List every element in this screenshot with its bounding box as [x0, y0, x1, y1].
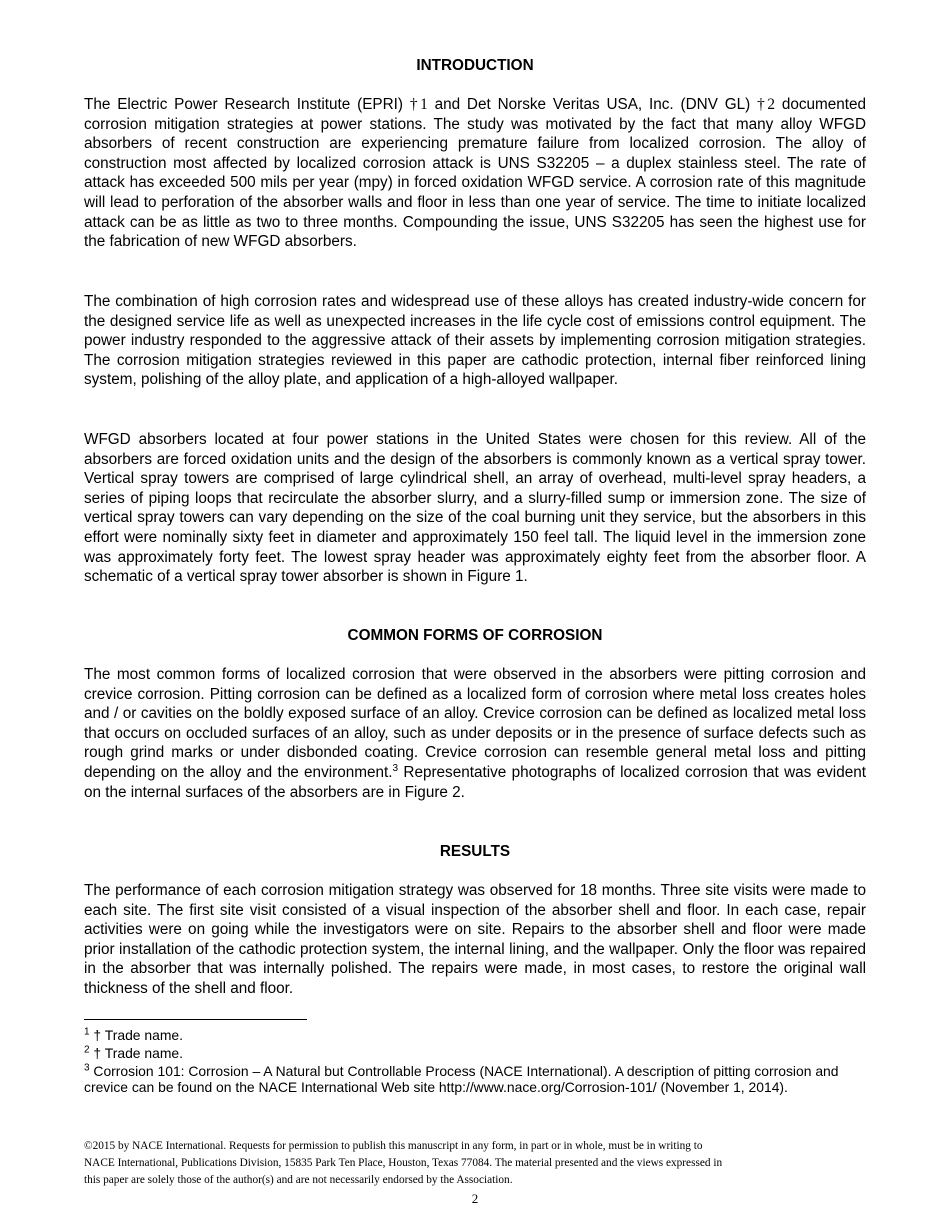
copyright-line-2: NACE International, Publications Division, 15835 Park Ten Place, Houston, Texas 77084. The material presented and the views expressed in: [84, 1157, 723, 1169]
common-forms-paragraph: The most common forms of localized corrosion that were observed in the absorbers were pitting corrosion and crevice corrosion. Pitting corrosion can be defined as a localized form of corrosion where metal loss creates holes and / or cavities on the boldly exposed surface of an alloy. Crevice corrosion can be defined as localized metal loss that occurs on occluded surfaces of an alloy, such as under deposits or in the presence of surface defects such as rough grind marks or under disbonded coating. Crevice corrosion can resemble general metal loss and pitting depending on the alloy and the environment.$^3$ Representative photographs of localized corrosion that was evident on the internal surfaces of the absorbers are in Figure 2.: [84, 666, 866, 801]
footnote-divider: [84, 1019, 307, 1020]
page-number: 2: [471, 1191, 479, 1206]
heading-results: RESULTS: [439, 843, 511, 860]
dagger-footnote-ref-2: †2: [757, 96, 775, 113]
footnote-1: $^1$ † Trade name.: [84, 1026, 183, 1043]
heading-common-forms: COMMON FORMS OF CORROSION: [347, 627, 603, 644]
footnote-2: $^2$ † Trade name.: [84, 1044, 183, 1061]
dagger-footnote-ref-1: †1: [409, 96, 428, 113]
heading-introduction: INTRODUCTION: [416, 57, 534, 74]
results-paragraph: The performance of each corrosion mitigation strategy was observed for 18 months. Three site visits were made to each site. The first site visit consisted of a visual inspection of the absorber shell and floor. In each case, repair activities were on going while the investigators were on site. Repairs to the absorber shell and floor were made prior installation of the cathodic protection system, the internal lining, and the wallpaper. Only the floor was repaired in the absorber that was internally polished. The repairs were made, in most cases, to restore the original wall thickness of the shell and floor.: [84, 882, 866, 997]
intro-paragraph-3: WFGD absorbers located at four power stations in the United States were chosen for this review. All of the absorbers are forced oxidation units and the design of the absorbers is commonly known as a vertical spray tower. Vertical spray towers are comprised of large cylindrical shell, an array of overhead, multi-level spray headers, a series of piping loops that recirculate the absorber slurry, and a slurry-filled sump or immersion zone. The size of vertical spray towers can vary depending on the size of the coal burning unit they service, but the absorbers in this effort were nominally sixty feet in diameter and approximately 150 feel tall. The liquid level in the immersion zone was approximately forty feet. The lowest spray header was approximately eighty feet from the absorber floor. A schematic of a vertical spray tower absorber is shown in Figure 1.: [84, 431, 866, 586]
copyright-line-1: ©2015 by NACE International. Requests for permission to publish this manuscript in any form, in part or in whole, must be in writing to: [84, 1140, 703, 1152]
intro-paragraph-1: The Electric Power Research Institute (EPRI) †1 and Det Norske Veritas USA, Inc. (DNV GL) †2 documented corrosion mitigation strategies at power stations. The study was motivated by the fact that many alloy WFGD absorbers of recent construction are experiencing premature failure from localized corrosion. The alloy of construction most affected by localized corrosion attack is UNS S32205 – a duplex stainless steel. The rate of attack has exceeded 500 mils per year (mpy) in forced oxidation WFGD service. A corrosion rate of this magnitude will lead to perforation of the absorber walls and floor in less than one year of service. The time to initiate localized attack can be as little as two to three months. Compounding the issue, UNS S32205 has seen the highest use for the fabrication of new WFGD absorbers.: [84, 96, 867, 251]
copyright-notice: [84, 1138, 844, 1189]
copyright-line-3: this paper are solely those of the author(s) and are not necessarily endorsed by the Association.: [84, 1174, 513, 1186]
footnote-ref-3: 3: [392, 762, 399, 774]
intro-paragraph-2: The combination of high corrosion rates and widespread use of these alloys has created industry-wide concern for the designed service life as well as unexpected increases in the life cycle cost of emissions control equipment. The power industry responded to the aggressive attack of their assets by implementing corrosion mitigation strategies. The corrosion mitigation strategies reviewed in this paper are cathodic protection, internal fiber reinforced lining system, polishing of the alloy plate, and application of a high-alloyed wallpaper.: [84, 293, 866, 389]
footnote-3: $^3$ Corrosion 101: Corrosion – A Natural but Controllable Process (NACE International). A description of pitting corrosion and crevice can be found on the NACE International Web site http://www.nace.org/Corrosion-101/ (November 1, 2014).: [84, 1062, 839, 1096]
